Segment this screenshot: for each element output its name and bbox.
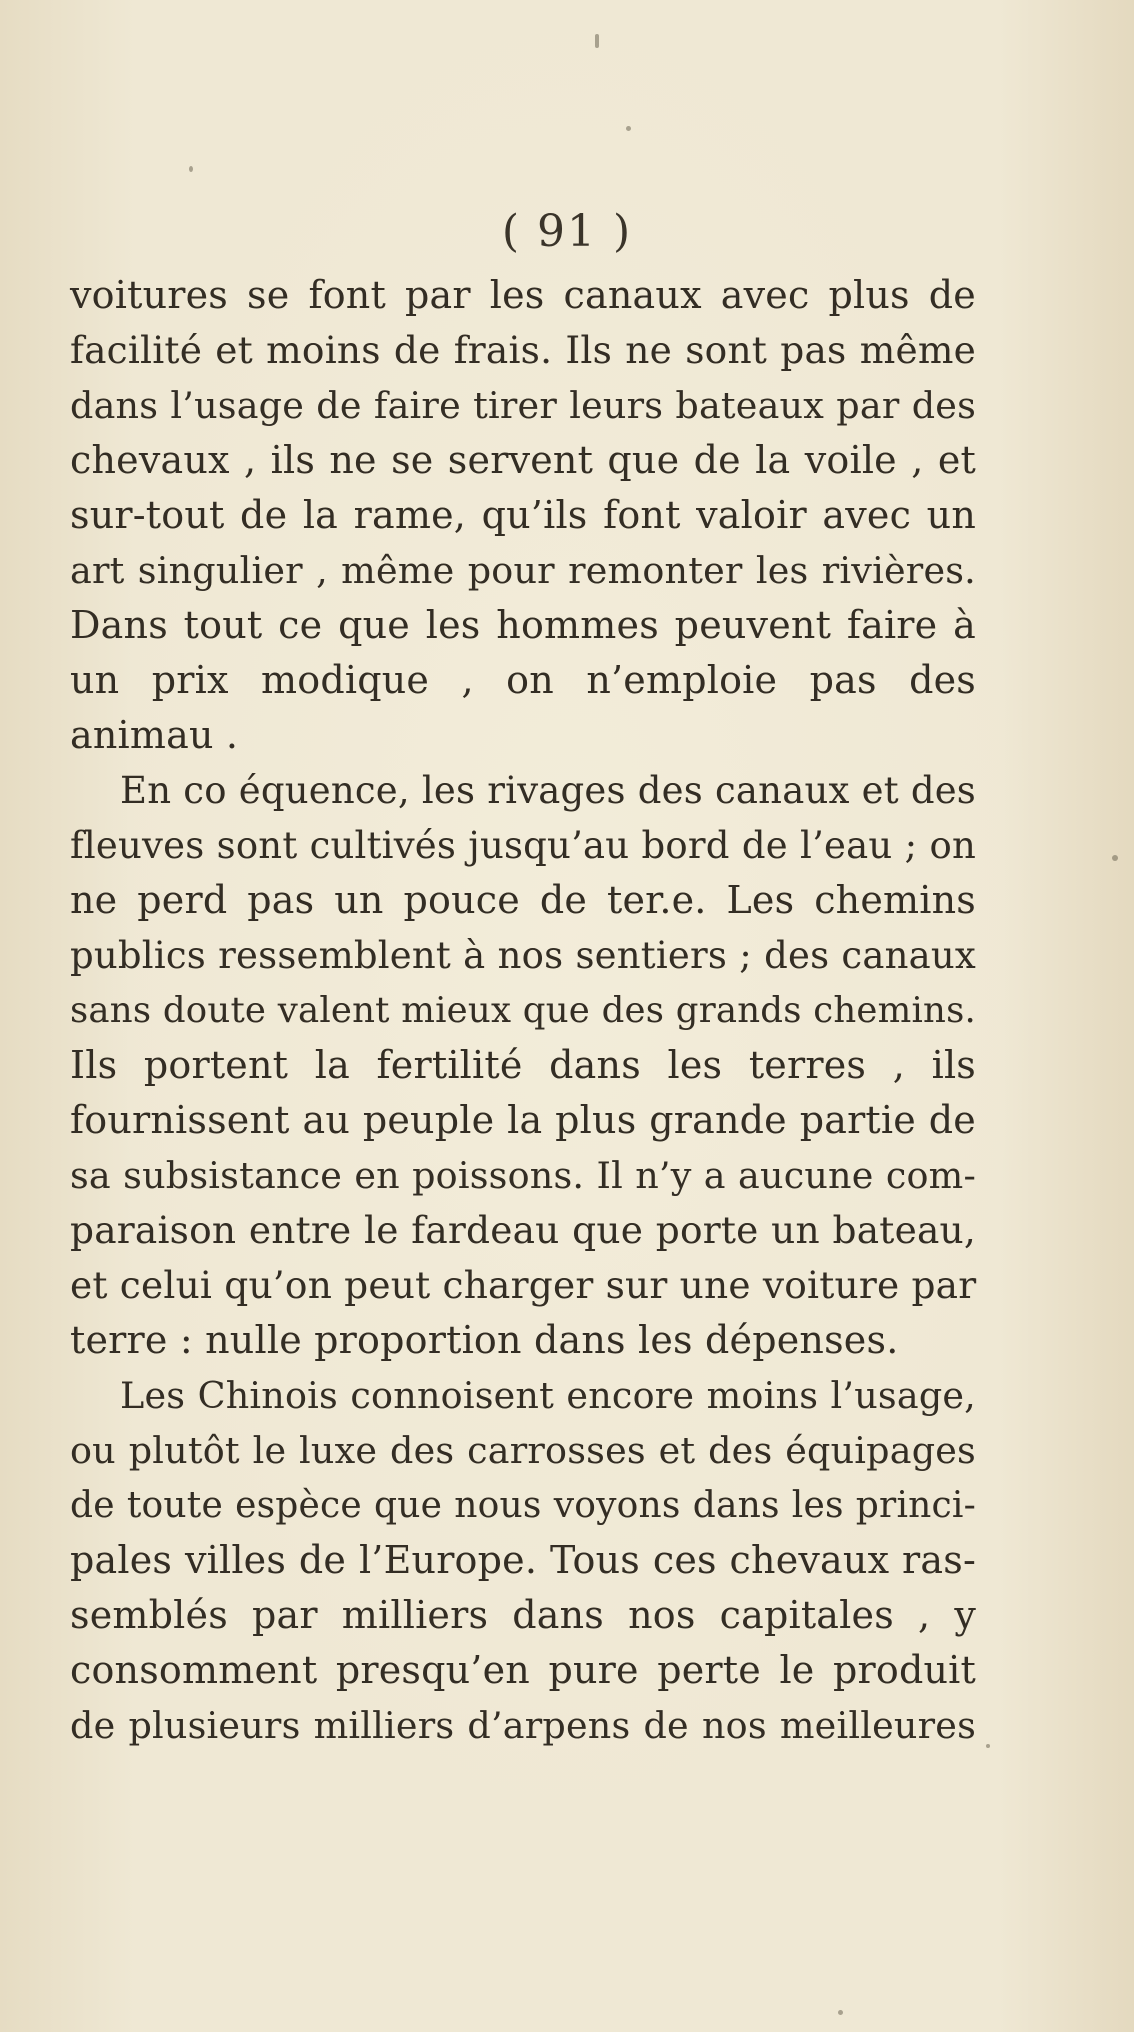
text-line: ou plutôt le luxe des carrosses et des équipages [70,1429,976,1472]
text-line: semblés par milliers dans nos capitales , y [70,1593,976,1637]
text-line: art singulier , même pour remonter les rivières. [70,549,976,592]
ink-speck [1112,855,1118,861]
ink-speck [986,1744,990,1748]
ink-speck [595,34,599,48]
text-line: un prix modique , on n’emploie pas des [70,658,976,702]
ink-speck [838,2010,843,2015]
text-line: et celui qu’on peut charger sur une voiture par [70,1263,977,1307]
text-line: fleuves sont cultivés jusqu’au bord de l’eau ; on [70,824,976,867]
text-line: facilité et moins de frais. Ils ne sont pas même [70,328,976,372]
text-line: publics ressemblent à nos sentiers ; des canaux [70,934,976,977]
text-line: ne perd pas un pouce de ter.e. Les chemins [70,878,976,922]
text-line: de toute espèce que nous voyons dans les princi- [70,1485,976,1526]
text-line: chevaux , ils ne se servent que de la voile , et [70,438,976,482]
text-line: sur-tout de la rame, qu’ils font valoir avec un [70,493,976,537]
text-line: terre : nulle proportion dans les dépenses. [70,1318,899,1362]
text-line: Les Chinois connoisent encore moins l’usage, [120,1374,976,1417]
text-line: pales villes de l’Europe. Tous ces chevaux ras- [70,1538,976,1582]
ink-speck [626,126,631,131]
page-number: ( 91 ) [501,206,633,257]
text-line: sans doute valent mieux que des grands chemins. [70,990,976,1031]
text-line: de plusieurs milliers d’arpens de nos meilleures [70,1704,976,1747]
text-line: paraison entre le fardeau que porte un bateau, [70,1208,976,1252]
text-line: animau . [70,713,239,757]
ink-speck [189,166,193,172]
text-line: dans l’usage de faire tirer leurs bateaux par des [70,384,976,427]
text-line: consomment presqu’en pure perte le produit [70,1648,976,1692]
text-line: En co équence, les rivages des canaux et des [120,769,976,812]
text-line: Ils portent la fertilité dans les terres , ils [70,1043,976,1087]
text-line: voitures se font par les canaux avec plus de [70,273,976,317]
text-line: sa subsistance en poissons. Il n’y a aucune com- [70,1154,976,1197]
text-line: fournissent au peuple la plus grande partie de [70,1098,976,1142]
body-text [70,268,976,1753]
text-line: Dans tout ce que les hommes peuvent faire à [70,603,976,647]
